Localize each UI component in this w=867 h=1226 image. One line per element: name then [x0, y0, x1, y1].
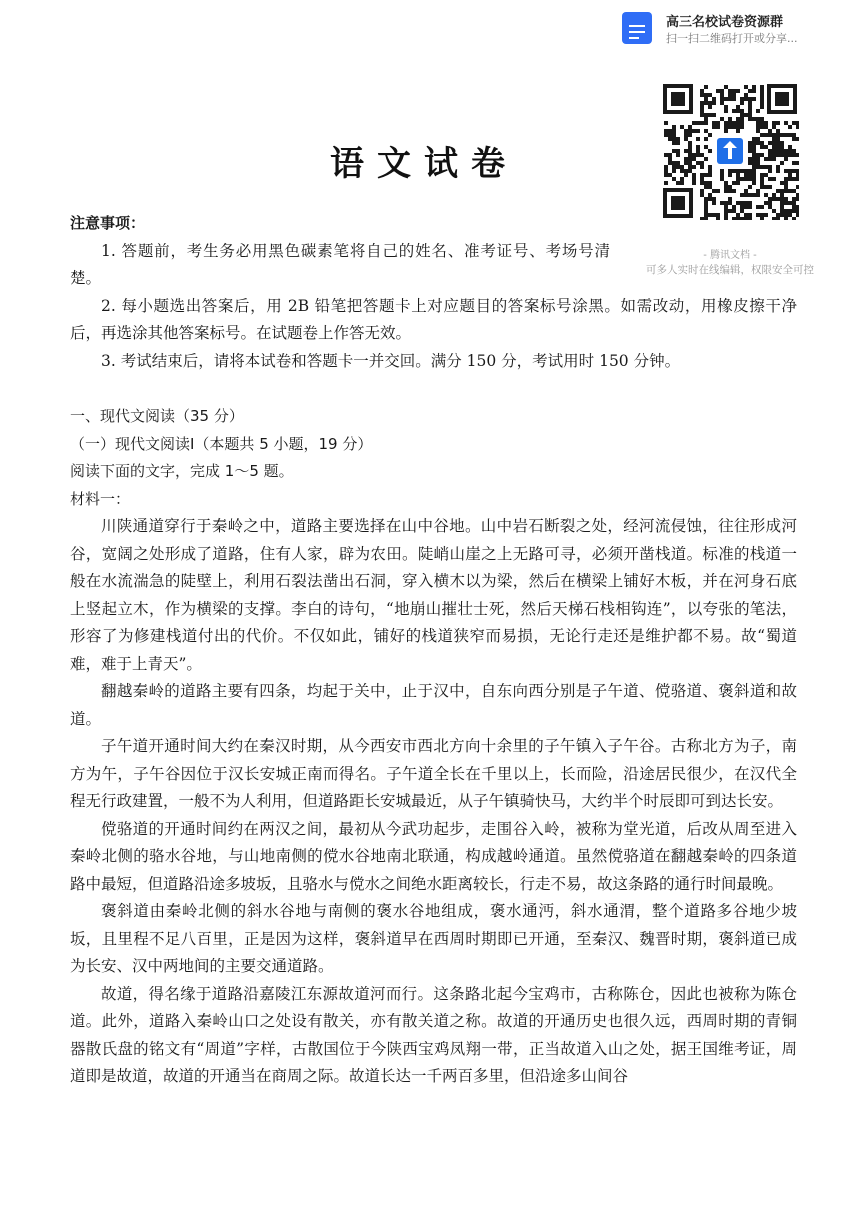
subsection-heading: （一）现代文阅读Ⅰ（本题共 5 小题，19 分）	[70, 434, 373, 453]
banner-title: 高三名校试卷资源群	[666, 15, 784, 30]
paragraph: 褒斜道由秦岭北侧的斜水谷地与南侧的褒水谷地组成，褒水通沔，斜水通渭，整个道路多谷地少坡坂，且里程不足八百里，正是因为这样，褒斜道早在西周时期即已开通，至秦汉、魏晋时期，褒斜道已成为长安、汉中两地间的主要交通道路。	[70, 902, 797, 975]
banner-subtitle: 扫一扫二维码打开或分享...	[666, 32, 798, 45]
share-banner[interactable]	[620, 10, 860, 46]
notice-heading: 注意事项：	[70, 214, 146, 232]
qr-caption-note: 可多人实时在线编辑，权限安全可控	[646, 264, 814, 276]
paragraph: 故道，得名缘于道路沿嘉陵江东源故道河而行。这条路北起今宝鸡市，古称陈仓，因此也被称为陈仓道。此外，道路入秦岭山口之处设有散关，亦有散关道之称。故道的开通历史也很久远，西周时期的青铜器散氏盘的铭文有“周道”字样，古散国位于今陕西宝鸡凤翔一带，正当故道入山之处，据王国维考证，周道即是故道，故道的开通当在商周之际。故道长达一千两百多里，但沿途多山间谷	[70, 984, 797, 1085]
notice-item: 1. 答题前，考生务必用黑色碳素笔将自己的姓名、准考证号、考场号清楚。	[70, 241, 610, 287]
notice-item: 2. 每小题选出答案后，用 2B 铅笔把答题卡上对应题目的答案标号涂黑。如需改动，用橡皮擦干净后，再选涂其他答案标号。在试题卷上作答无效。	[70, 296, 797, 342]
page-title: 语文试卷	[330, 144, 518, 184]
instruction: 阅读下面的文字，完成 1～5 题。	[70, 462, 294, 480]
paragraph: 川陕通道穿行于秦岭之中，道路主要选择在山中谷地。山中岩石断裂之处，经河流侵蚀，往往形成河谷，宽阔之处形成了道路，住有人家，辟为农田。陡峭山崖之上无路可寻，必须开凿栈道。标准的栈道一般在水流湍急的陡壁上，利用石裂法凿出石洞，穿入横木以为梁，然后在横梁上铺好木板，并在河身石底上竖起立木，作为横梁的支撑。李白的诗句，“地崩山摧壮士死，然后天梯石栈相钩连”，以夸张的笔法，形容了为修建栈道付出的代价。不仅如此，铺好的栈道狭窄而易损，无论行走还是维护都不易。故“蜀道难，难于上青天”。	[70, 517, 797, 673]
document-body	[70, 210, 797, 1091]
paragraph: 傥骆道的开通时间约在两汉之间，最初从今武功起步，走围谷入岭，被称为堂光道，后改从周至进入秦岭北侧的骆水谷地，与山地南侧的傥水谷地南北联通，构成越岭通道。虽然傥骆道在翻越秦岭的四条道路中最短，但道路沿途多坡坂，且骆水与傥水之间绝水距离较长，行走不易，故这条路的通行时间最晚。	[70, 819, 797, 893]
qr-caption-brand: - 腾讯文档 -	[703, 250, 757, 261]
paragraph: 子午道开通时间大约在秦汉时期，从今西安市西北方向十余里的子午镇入子午谷。古称北方为子，南方为午，子午谷因位于汉长安城正南而得名。子午道全长在千里以上，长而险，沿途居民很少，在汉代全程无行政建置，一般不为人利用，但道路距长安城最近，从子午镇骑快马，大约半个时辰即可到达长安。	[70, 737, 797, 810]
qr-code[interactable]	[661, 82, 799, 220]
notice-item: 3. 考试结束后，请将本试卷和答题卡一并交回。满分 150 分，考试用时 150 分钟。	[101, 351, 681, 370]
section-heading: 一、现代文阅读（35 分）	[70, 407, 244, 425]
material-label: 材料一：	[70, 489, 131, 508]
document-icon	[622, 12, 652, 44]
paragraph: 翻越秦岭的道路主要有四条，均起于关中，止于汉中，自东向西分别是子午道、傥骆道、褒斜道和故道。	[70, 682, 797, 728]
